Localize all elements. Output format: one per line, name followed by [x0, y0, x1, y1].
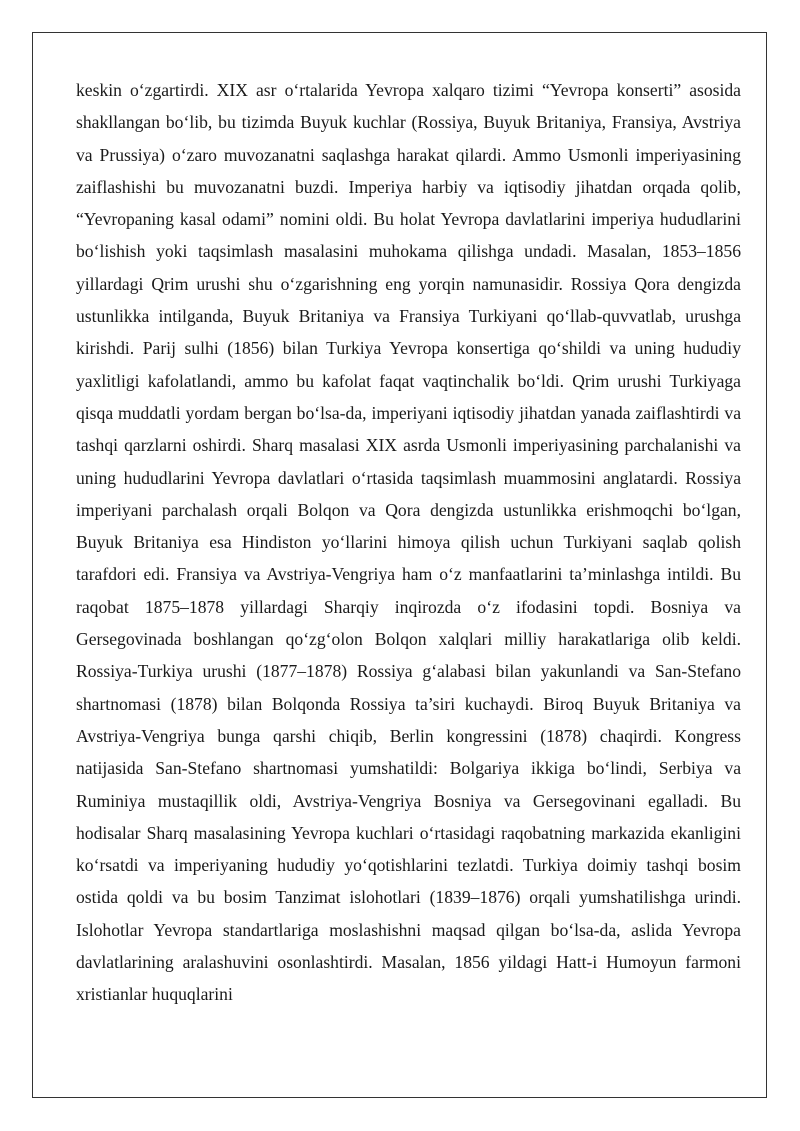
body-paragraph: keskin o‘zgartirdi. XIX asr o‘rtalarida Yevropa xalqaro tizimi “Yevropa konserti” asosida shakllangan bo‘lib, bu tizimda Buyuk kuchlar (Rossiya, Buyuk Britaniya, Fransiya, Avstriya va Prussiya) o‘zaro muvozanatni saqlashga harakat qilardi. Ammo Usmonli imperiyasining zaiflashishi bu muvozanatni buzdi. Imperiya harbiy va iqtisodiy jihatdan orqada qolib, “Yevropaning kasal odami” nomini oldi. Bu holat Yevropa davlatlarini imperiya hududlarini bo‘lishish yoki taqsimlash masalasini muhokama qilishga undadi. Masalan, 1853–1856 yillardagi Qrim urushi shu o‘zgarishning eng yorqin namunasidir. Rossiya Qora dengizda ustunlikka intilganda, Buyuk Britaniya va Fransiya Turkiyani qo‘llab-quvvatlab, urushga kirishdi. Parij sulhi (1856) bilan Turkiya Yevropa konsertiga qo‘shildi va uning hududiy yaxlitligi kafolatlandi, ammo bu kafolat faqat vaqtinchalik bo‘ldi. Qrim urushi Turkiyaga qisqa muddatli yordam bergan bo‘lsa-da, imperiyani iqtisodiy jihatdan yanada zaiflashtirdi va tashqi qarzlarni oshirdi. Sharq masalasi XIX asrda Usmonli imperiyasining parchalanishi va uning hududlarini Yevropa davlatlari o‘rtasida taqsimlash muammosini anglatardi. Rossiya imperiyani parchalash orqali Bolqon va Qora dengizda ustunlikka erishmoqchi bo‘lgan, Buyuk Britaniya esa Hindiston yo‘llarini himoya qilish uchun Turkiyani saqlab qolish tarafdori edi. Fransiya va Avstriya-Vengriya ham o‘z manfaatlarini ta’minlashga intildi. Bu raqobat 1875–1878 yillardagi Sharqiy inqirozda o‘z ifodasini topdi. Bosniya va Gersegovinada boshlangan qo‘zg‘olon Bolqon xalqlari milliy harakatlariga olib keldi. Rossiya-Turkiya urushi (1877–1878) Rossiya g‘alabasi bilan yakunlandi va San-Stefano shartnomasi (1878) bilan Bolqonda Rossiya ta’siri kuchaydi. Biroq Buyuk Britaniya va Avstriya-Vengriya bunga qarshi chiqib, Berlin kongressini (1878) chaqirdi. Kongress natijasida San-Stefano shartnomasi yumshatildi: Bolgariya ikkiga bo‘lindi, Serbiya va Ruminiya mustaqillik oldi, Avstriya-Vengriya Bosniya va Gersegovinani egalladi. Bu hodisalar Sharq masalasining Yevropa kuchlari o‘rtasidagi raqobatning markazida ekanligini ko‘rsatdi va imperiyaning hududiy yo‘qotishlarini tezlatdi. Turkiya doimiy tashqi bosim ostida qoldi va bu bosim Tanzimat islohotlari (1839–1876) orqali yumshatilishga urindi. Islohotlar Yevropa standartlariga moslashishni maqsad qilgan bo‘lsa-da, aslida Yevropa davlatlarining aralashuvini osonlashtirdi. Masalan, 1856 yildagi Hatt-i Humoyun farmoni xristianlar huquqlarini [76, 80, 741, 1005]
